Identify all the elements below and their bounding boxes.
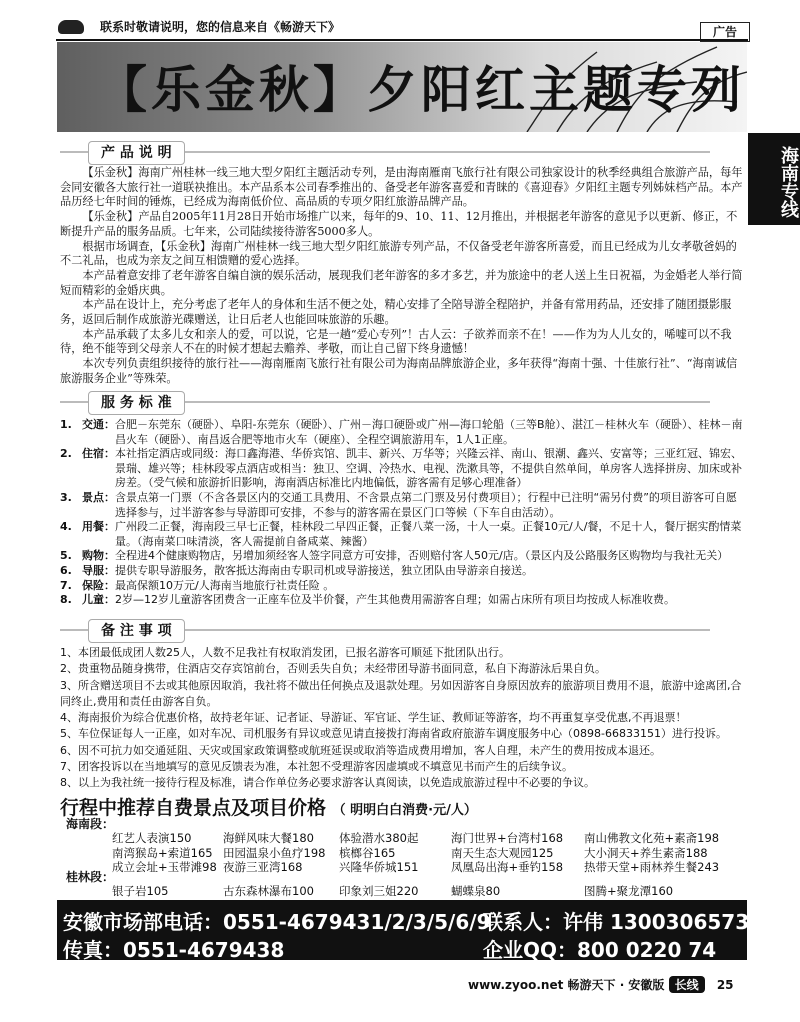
hainan-items xyxy=(112,831,722,875)
notes-heading-label: 备 注 事 项 xyxy=(88,619,185,643)
intro-paragraph: 本次专列负责组织接待的旅行社——海南雁南飞旅行社有限公司为海南品牌旅游企业，多年获得“海南十强、十佳旅行社”、“海南诚信旅游服务企业”等殊荣。 xyxy=(60,357,738,385)
service-head: 交通： xyxy=(82,418,115,431)
footer-magazine: 畅游天下 · 安徽版 xyxy=(567,978,665,992)
fax-number: 0551-4679438 xyxy=(123,938,285,962)
fax-row xyxy=(63,934,284,963)
list-item: 古东森林瀑布100 xyxy=(223,884,314,898)
service-num: 2. xyxy=(60,447,72,461)
notes-list xyxy=(60,645,744,792)
notes-section-heading xyxy=(60,619,740,641)
product-section-heading xyxy=(60,141,740,163)
service-num: 1. xyxy=(60,418,72,431)
list-item: 兴隆华侨城151 xyxy=(339,860,419,875)
ad-label: 广告 xyxy=(700,22,750,42)
contact-person: 许伟 xyxy=(563,910,603,934)
service-item xyxy=(60,520,744,549)
service-num: 4. xyxy=(60,520,72,534)
service-text: 提供专职导游服务，散客抵达海南由专职司机或导游接送，独立团队由导游亲自接送。 xyxy=(115,563,533,577)
footer-tag: 长线 xyxy=(669,976,705,993)
intro-paragraph: 本产品着意安排了老年游客自编自演的娱乐活动，展现我们老年游客的多才多艺，并为旅途中的老人送上生日祝福，为金婚老人举行简短而精彩的金婚庆典。 xyxy=(60,268,743,297)
service-head: 住宿： xyxy=(82,447,115,461)
service-item xyxy=(60,593,744,608)
phone-number: 0551-4679431/2/3/5/6/9 xyxy=(223,910,491,934)
title-banner xyxy=(57,42,747,132)
service-text: 全程进4个健康购物店，另增加须经客人签字同意方可安排，否则赔付客人50元/店。（景区内及公路服务区购物均与我社无关） xyxy=(115,549,729,563)
service-text: 2岁—12岁儿童游客团费含一正座车位及半价餐，产生其他费用需游客自理；如需占床所有项目均按成人标准收费。 xyxy=(115,593,675,607)
service-item xyxy=(60,418,744,447)
service-list xyxy=(60,418,744,608)
list-item: 蝴蝶泉80 xyxy=(451,884,501,898)
note-item: 5、车位保证每人一正座，如对车况、司机服务有异议或意见请直接拨打海南省政府旅游车调度服务中心（0898-66833151）进行投诉。 xyxy=(60,727,727,741)
note-item: 7、团客投诉以在当地填写的意见反馈表为准，本社恕不受理游客因虚填或不填意见书而产生的后续争议。 xyxy=(60,760,573,774)
intro-paragraph: 本产品承载了太多儿女和亲人的爱，可以说，它是一趟“爱心专列”！古人云：子欲养而亲不在！——作为为人儿女的，唏嘘可以不我待，绝不能等到父母亲人不在的时候才想起去赡养、孝敬，而让自己留下终身遗憾！ xyxy=(60,327,732,356)
service-heading-label: 服 务 标 准 xyxy=(88,391,185,415)
service-head: 保险： xyxy=(82,578,115,592)
service-head: 用餐： xyxy=(82,520,115,534)
qq-row xyxy=(483,934,716,963)
footer-url: www.zyoo.net xyxy=(468,978,564,992)
list-item: 成立会址+玉带滩98 xyxy=(112,860,217,875)
side-category-tab: 海南专线 xyxy=(748,133,800,225)
mobile-number: 13003065737 xyxy=(609,910,764,934)
note-item: 6、因不可抗力如交通延阻、天灾或国家政策调整或航班延误或取消等造成费用增加，客人自理，未产生的费用按成本退还。 xyxy=(60,743,661,757)
service-head: 景点： xyxy=(82,490,115,504)
service-text: 合肥－东莞东（硬卧）、阜阳-东莞东（硬卧）、广州－海口硬卧或广州—海口轮船（三等B舱）、湛江－桂林火车（硬卧）、桂林－南昌火车（硬卧）、南昌返合肥等地市火车（硬座）、全程空调旅游用车，1人1正座。 xyxy=(115,418,743,446)
page-footer xyxy=(468,976,734,993)
list-item: 银子岩105 xyxy=(112,884,169,898)
list-item: 红艺人表演150 xyxy=(112,831,192,845)
product-heading-label: 产 品 说 明 xyxy=(88,141,185,165)
service-head: 导服： xyxy=(82,563,115,577)
product-description xyxy=(60,166,744,387)
note-item: 2、贵重物品随身携带，住酒店交存宾馆前台，否则丢失自负；未经带团导游书面同意，私自下海游泳后果自负。 xyxy=(60,662,606,676)
note-item: 8、以上为我社统一接待行程及标准，请合作单位务必要求游客认真阅读，以免造成旅游过程中不必要的争议。 xyxy=(60,776,595,790)
contact-person-label: 联系人： xyxy=(483,910,563,934)
list-item: 海门世界+台湾村168 xyxy=(451,831,564,845)
service-text: 最高保额10万元/人海南当地旅行社责任险 。 xyxy=(115,578,335,592)
service-num: 3. xyxy=(60,490,72,504)
fax-label: 传真： xyxy=(63,938,123,962)
service-num: 8. xyxy=(60,593,72,607)
list-item: 体验潜水380起 xyxy=(339,831,419,845)
top-bar xyxy=(0,0,800,42)
divider xyxy=(56,39,748,41)
recommend-subtitle: （ 明明白白消费·元/人） xyxy=(332,803,477,818)
list-item: 南湾猴岛+索道165 xyxy=(112,845,213,860)
recommend-title xyxy=(60,793,477,820)
service-text: 本社指定酒店或同级：海口鑫海港、华侨宾馆、凯丰、新兴、万华等；兴隆云祥、南山、银潮、鑫兴、安富等；三亚红冠、锦宏、景瑞、雄兴等；桂林段零点酒店或相当：独卫、空调、冷热水、电视、洗漱具等，不提供自然单间，单房客人选择拼房、加床或补房差。（受气候和旅游折旧影响，海南酒店标准比内地偏低，游客需有足够心理准备） xyxy=(115,447,742,490)
service-item xyxy=(60,491,744,520)
service-item xyxy=(60,447,744,491)
service-item xyxy=(60,564,744,579)
list-item: 南山佛教文化苑+素斋198 xyxy=(584,831,720,845)
intro-paragraph: 【乐金秋】产品自2005年11月28日开始市场推广以来，每年的9、10、11、12月推出，并根据老年游客的意见予以更新、修正，不断提升产品的服务品质。七年来，公司陆续接待游客5000多人。 xyxy=(60,210,738,238)
service-num: 5. xyxy=(60,549,72,563)
qq-number: 800 0220 74 xyxy=(577,938,717,962)
note-item: 1、本团最低成团人数25人，人数不足我社有权取消发团，已报名游客可顺延下批团队出行。 xyxy=(60,646,510,659)
service-item xyxy=(60,549,744,564)
service-num: 6. xyxy=(60,563,72,577)
hainan-region-label: 海南段： xyxy=(66,817,115,831)
page-number: 25 xyxy=(716,978,734,992)
banner-title: 【乐金秋】夕阳红主题专列 xyxy=(97,61,745,119)
service-section-heading xyxy=(60,391,740,413)
list-item: 热带天堂+雨林养生餐243 xyxy=(584,860,720,875)
service-item xyxy=(60,579,744,594)
intro-paragraph: 【乐金秋】海南广州桂林一线三地大型夕阳红主题活动专列，是由海南雁南飞旅行社有限公司独家设计的秋季经典组合旅游产品，每年会同安徽各大旅行社一道联袂推出。本产品系本公司春季推出的、备受老年游客喜爱和青睐的《喜迎春》夕阳红主题专列姊妹档产品。本产品历经七年时间的锤炼，已经成为海南低价位、高品质的专项夕阳红旅游品牌产品。 xyxy=(60,166,743,209)
list-item: 图腾+聚龙潭160 xyxy=(584,884,674,898)
list-item: 凤凰岛出海+垂钓158 xyxy=(451,860,564,875)
phone-row xyxy=(63,906,490,935)
list-item: 槟榔谷165 xyxy=(339,845,396,860)
service-head: 儿童： xyxy=(82,593,115,607)
service-head: 购物： xyxy=(82,549,115,563)
note-item: 4、海南报价为综合优惠价格，故持老年证、记者证、导游证、军官证、学生证、教师证等游客，均不再重复享受优惠,不再退票！ xyxy=(60,711,687,725)
list-item: 夜游三亚湾168 xyxy=(223,860,303,875)
magazine-logo-icon xyxy=(58,20,84,34)
service-text: 含景点第一门票（不含各景区内的交通工具费用、不含景点第二门票及另付费项目）；行程中已注明“需另付费”的项目游客可自愿选择参与，过半游客参与导游即可安排，不参与的游客需在景区门口等候（下车自由活动）。 xyxy=(115,490,737,519)
guilin-items xyxy=(112,884,722,899)
note-item: 3、所含赠送项目不去或其他原因取消，我社将不做出任何换点及退款处理。另如因游客自身原因放弃的旅游项目费用不退，旅游中途离团,合同终止,费用和责任由游客自负。 xyxy=(60,678,742,708)
list-item: 南天生态大观园125 xyxy=(451,845,554,860)
recommend-title-text: 行程中推荐自费景点及项目价格 xyxy=(60,797,327,819)
list-item: 田园温泉小鱼疗198 xyxy=(223,845,326,860)
guilin-region-label: 桂林段： xyxy=(66,870,115,884)
list-item: 大小洞天+养生素斋188 xyxy=(584,845,708,860)
source-notice: 联系时敬请说明，您的信息来自《畅游天下》 xyxy=(100,20,341,34)
list-item: 印象刘三姐220 xyxy=(339,884,419,898)
intro-paragraph: 本产品在设计上，充分考虑了老年人的身体和生活不便之处，精心安排了全陪导游全程陪护，并备有常用药品，还安排了随团摄影服务，返回后制作成旅游光碟赠送，让日后老人也能回味旅游的乐趣。 xyxy=(60,298,732,327)
service-text: 广州段二正餐，海南段三早七正餐，桂林段二早四正餐，正餐八菜一汤，十人一桌。正餐10元/人/餐，不足十人，餐厅据实酌情菜量。（海南菜口味清淡，客人需提前自备咸菜、辣酱） xyxy=(115,520,742,548)
service-num: 7. xyxy=(60,578,72,592)
contact-bar xyxy=(57,900,764,962)
qq-label: 企业QQ： xyxy=(483,938,578,962)
phone-label: 安徽市场部电话： xyxy=(63,910,223,934)
intro-paragraph: 根据市场调查，【乐金秋】海南广州桂林一线三地大型夕阳红旅游专列产品，不仅备受老年游客所喜爱，而且已经成为儿女孝敬爸妈的不二礼品，也成为亲友之间互相馈赠的爱心选择。 xyxy=(60,239,737,268)
list-item: 海鲜风味大餐180 xyxy=(223,831,314,845)
contact-person-row xyxy=(483,906,763,935)
